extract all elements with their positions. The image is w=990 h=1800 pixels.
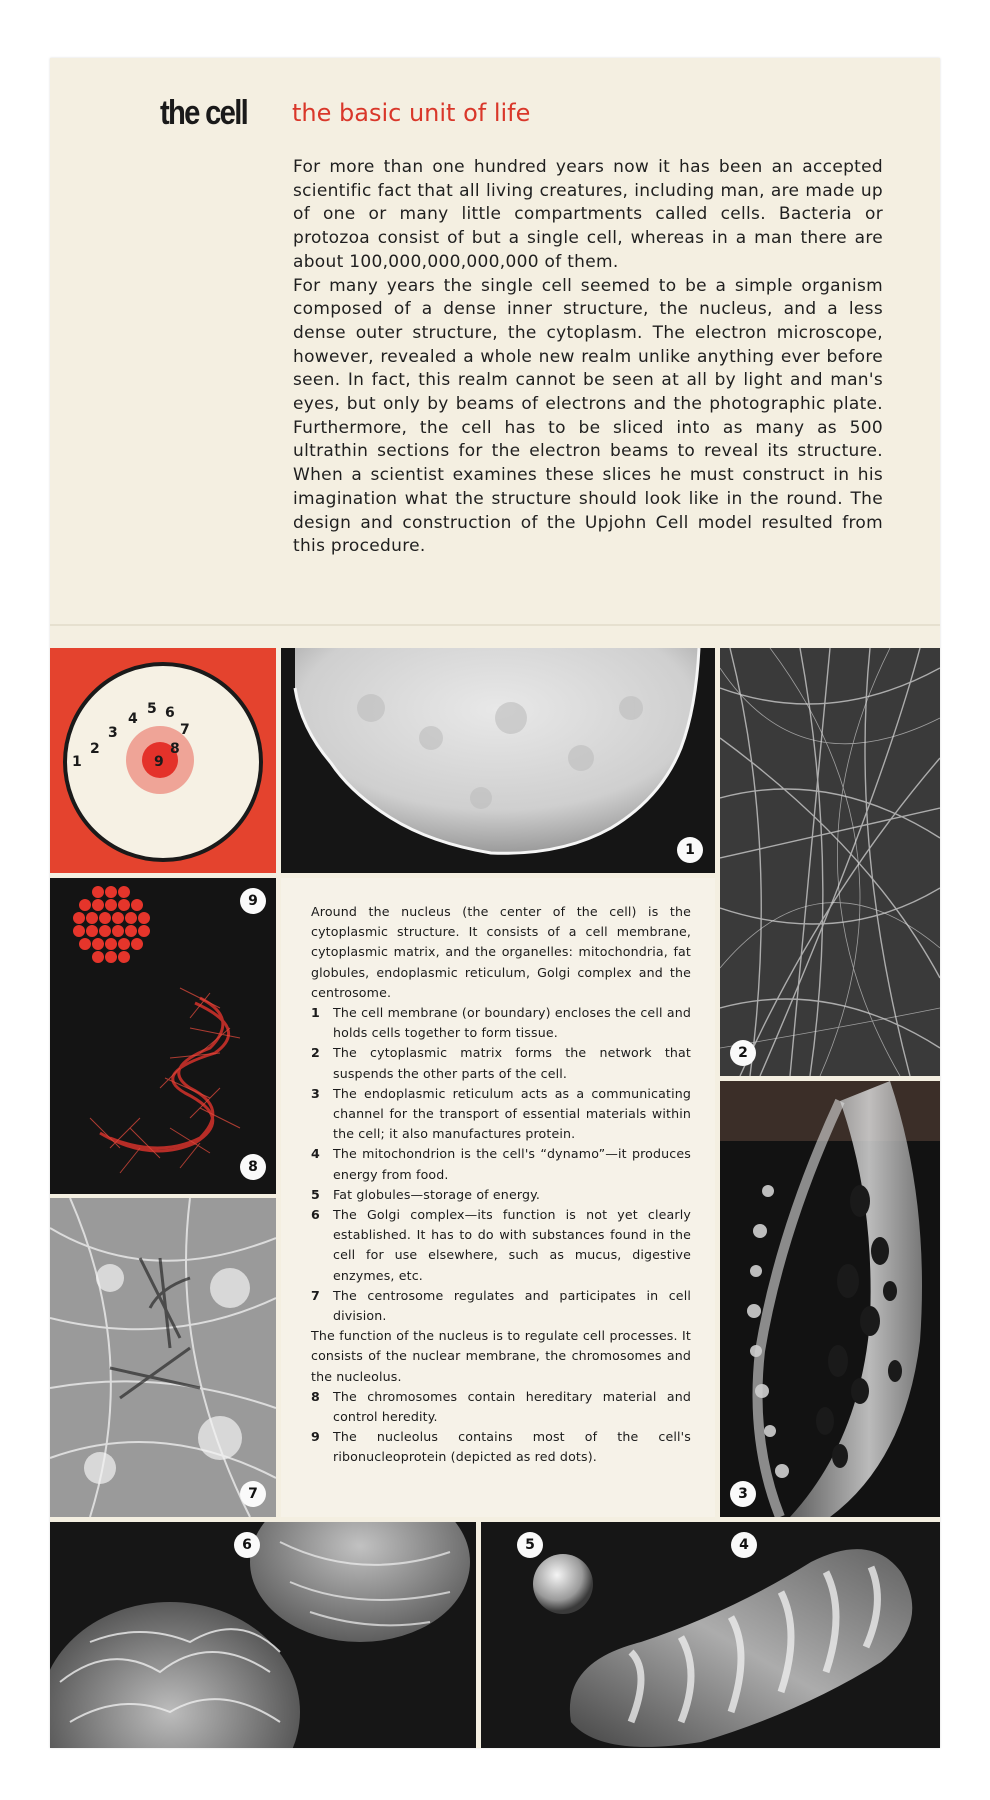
figure-badge-1: 1	[677, 837, 703, 863]
list-item-text: The endoplasmic reticulum acts as a communicating channel for the transport of essential materials within the cell; it also manufactures protein.	[333, 1085, 691, 1142]
figure-6-golgi-complex	[50, 1522, 476, 1748]
figure-7-centrosome	[50, 1198, 276, 1517]
diagram-label-3: 3	[108, 725, 118, 741]
membrane-image	[281, 648, 715, 873]
diagram-label-8: 8	[170, 741, 180, 757]
list-item	[311, 1144, 691, 1184]
intro-paragraph-1: For more than one hundred years now it has been an accepted scientific fact that all living creatures, including man, are made up of one or many little compartments called cells. Bacteria or protozoa consist of but a single cell, whereas in a man there are about 100,000,000,000,000 of them.	[293, 157, 883, 272]
fat-globule	[533, 1554, 593, 1614]
page-title: the cell	[160, 94, 248, 132]
figure-badge-4: 4	[731, 1532, 757, 1558]
figure-badge-5: 5	[517, 1532, 543, 1558]
diagram-label-7: 7	[180, 722, 190, 738]
cytoplasm-intro: Around the nucleus (the center of the cell) is the cytoplasmic structure. It consists of a cell membrane, cytoplasmic matrix, and the organelles: mitochondria, fat globules, endoplasmic reticulum, Golgi complex and the centrosome.	[311, 904, 691, 1000]
list-item-text: The Golgi complex—its function is not yet clearly established. It has to do with substances found in the cell for use elsewhere, such as mucus, digestive enzymes, etc.	[333, 1207, 691, 1283]
list-item-number: 7	[311, 1287, 320, 1303]
figure-badge-6: 6	[234, 1532, 260, 1558]
list-item	[311, 1084, 691, 1145]
list-item-text: The nucleolus contains most of the cell's ribonucleoprotein (depicted as red dots).	[333, 1429, 691, 1465]
page-subtitle: the basic unit of life	[292, 99, 531, 127]
list-item	[311, 1185, 691, 1205]
golgi-image	[50, 1522, 476, 1748]
list-item	[311, 1286, 691, 1326]
matrix-image	[720, 648, 940, 1076]
figure-8-9-nucleolus-chromosomes	[50, 878, 276, 1194]
figure-badge-3: 3	[730, 1481, 756, 1507]
centrosome-image	[50, 1198, 276, 1517]
list-item	[311, 1427, 691, 1467]
list-item	[311, 1043, 691, 1083]
diagram-label-6: 6	[165, 705, 175, 721]
figure-badge-8: 8	[240, 1154, 266, 1180]
list-item-text: The mitochondrion is the cell's “dynamo”—it produces energy from food.	[333, 1146, 691, 1182]
list-item-number: 1	[311, 1005, 320, 1021]
figure-badge-7: 7	[240, 1481, 266, 1507]
diagram-label-2: 2	[90, 741, 100, 757]
list-item-text: The cytoplasmic matrix forms the network that suspends the other parts of the cell.	[333, 1045, 691, 1081]
nucleolus-chromosome-image	[50, 878, 276, 1194]
list-item	[311, 1205, 691, 1286]
description-panel	[281, 878, 715, 1517]
list-item	[311, 1387, 691, 1427]
diagram-label-4: 4	[128, 711, 138, 727]
nucleolus-dots	[73, 886, 150, 963]
list-item-number: 6	[311, 1207, 320, 1223]
figure-badge-2: 2	[730, 1040, 756, 1066]
diagram-label-1: 1	[72, 754, 82, 770]
nucleus-intro: The function of the nucleus is to regulate cell processes. It consists of the nuclear membrane, the chromosomes and the nucleolus.	[311, 1328, 691, 1384]
list-item-text: Fat globules—storage of energy.	[333, 1186, 541, 1202]
mitochondrion-image	[481, 1522, 940, 1748]
list-item-number: 9	[311, 1429, 320, 1445]
cell-diagram-panel	[50, 648, 276, 873]
intro-text	[293, 156, 883, 559]
diagram-label-9: 9	[154, 754, 164, 770]
list-item-number: 8	[311, 1388, 320, 1404]
chromosome-strand	[100, 998, 229, 1151]
list-item-number: 3	[311, 1085, 320, 1101]
figure-1-cell-membrane	[281, 648, 715, 873]
figure-3-endoplasmic-reticulum	[720, 1081, 940, 1517]
description-text	[311, 902, 691, 1468]
figure-2-cytoplasmic-matrix	[720, 648, 940, 1076]
figure-4-5-mitochondrion-fat-globule	[481, 1522, 940, 1748]
fold-line	[50, 624, 940, 626]
list-item	[311, 1003, 691, 1043]
list-item-number: 5	[311, 1186, 320, 1202]
list-item-text: The centrosome regulates and participates in cell division.	[333, 1287, 691, 1324]
diagram-label-5: 5	[147, 701, 157, 717]
figure-badge-9: 9	[240, 888, 266, 914]
list-item-number: 2	[311, 1045, 320, 1061]
cell-diagram	[50, 648, 276, 873]
list-item-number: 4	[311, 1146, 320, 1162]
intro-paragraph-2: For many years the single cell seemed to be a simple organism composed of a dense inner structure, the nucleus, and a less dense outer structure, the cytoplasm. The electron microscope, however, revealed a whole new realm unlike anything ever before seen. In fact, this realm cannot be seen at all by light and man's eyes, but only by beams of electrons and the photographic plate. Furthermore, the cell has to be sliced into as many as 500 ultrathin sections for the electron beams to reveal its structure. When a scientist examines these slices he must construct in his imagination what the structure should look like in the round. The design and construction of the Upjohn Cell model resulted from this procedure.	[293, 275, 883, 557]
reticulum-image	[720, 1081, 940, 1517]
list-item-text: The chromosomes contain hereditary material and control heredity.	[333, 1388, 691, 1425]
list-item-text: The cell membrane (or boundary) encloses the cell and holds cells together to form tissue.	[333, 1005, 691, 1041]
